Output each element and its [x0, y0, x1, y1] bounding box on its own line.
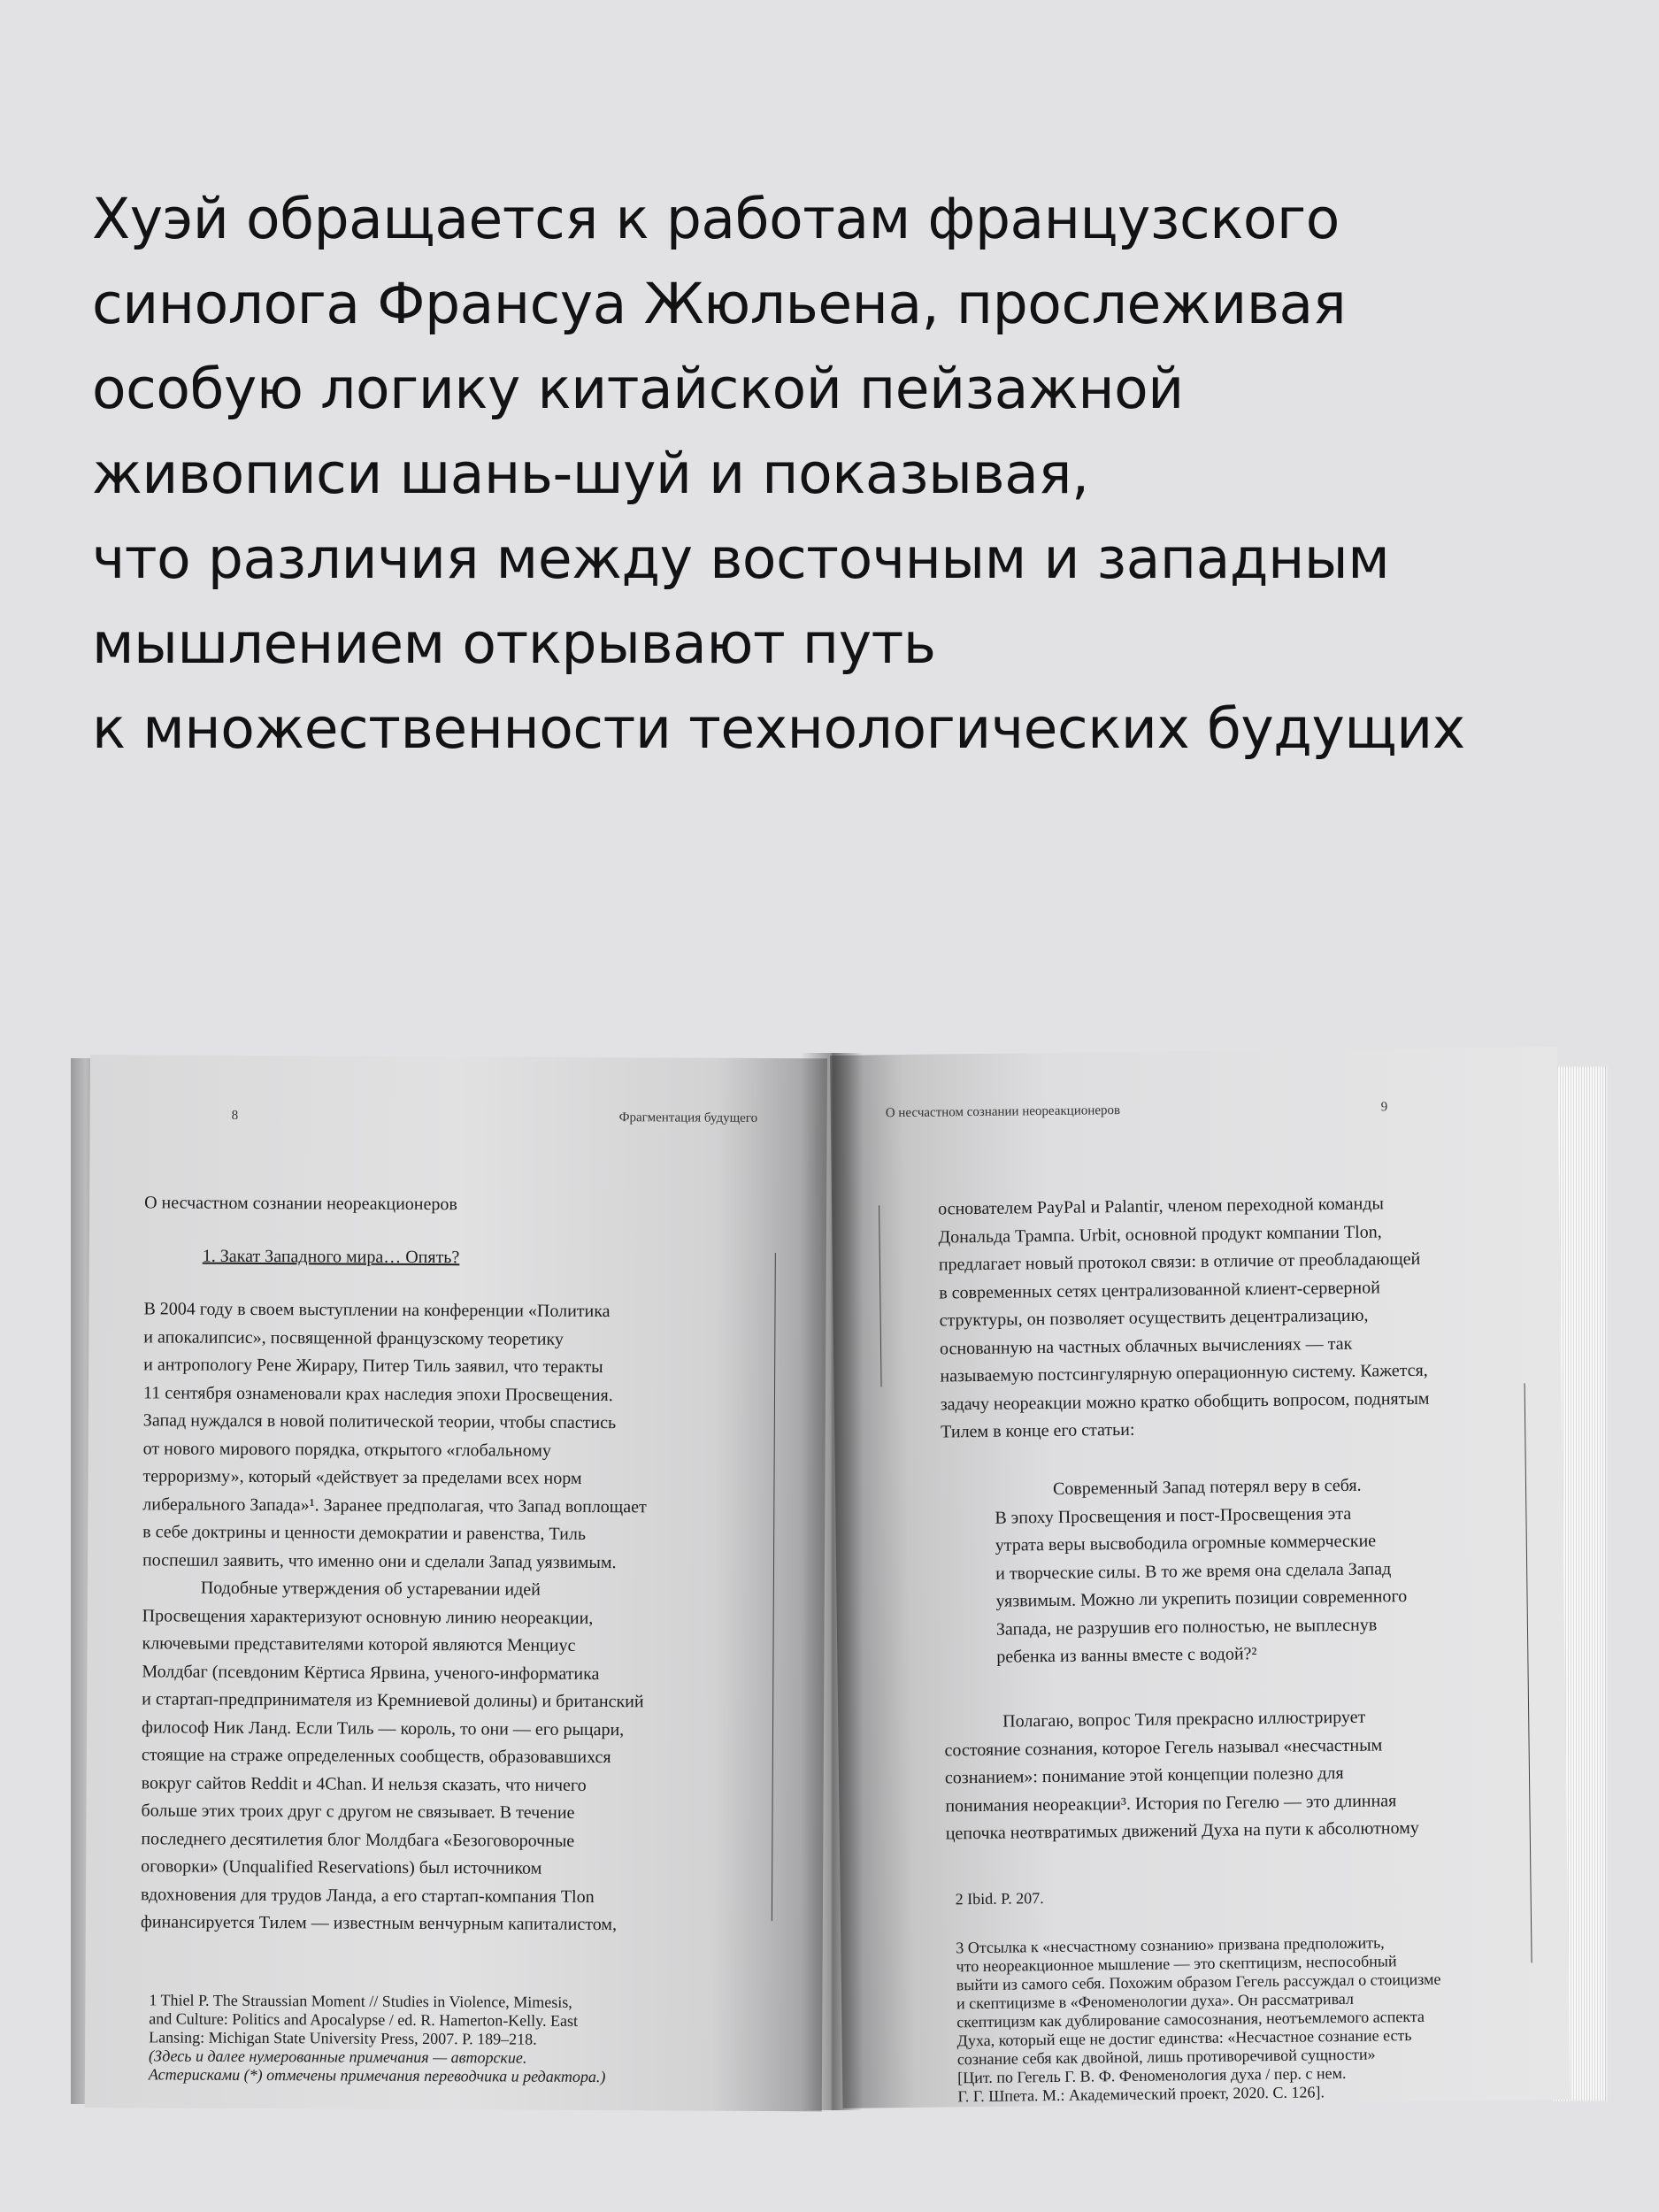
text-line: цепочка неотвратимых движений Духа на пути к абсолютному: [945, 1817, 1419, 1844]
text-line: и стартап-предпринимателя из Кремниевой долины) и британский: [142, 1689, 644, 1712]
right-page: [830, 1047, 1570, 2108]
footnote-line: выйти из самого себя. Похожим образом Гегель рассуждал о стоицизме: [956, 1970, 1441, 1994]
text-line: и апокалипсис», посвященной французскому теоретику: [143, 1326, 564, 1349]
footnote-line: и скептицизме в «Феноменологии духа». Он рассматривал: [956, 1989, 1355, 2013]
page-number: 8: [231, 1108, 239, 1123]
margin-rule: [879, 1205, 882, 1386]
footnote: [956, 1889, 1044, 1909]
footnote-line: Г. Г. Шпета. М.: Академический проект, 2020. С. 126].: [957, 2083, 1325, 2106]
headline-line: что различия между восточным и западным: [92, 526, 1390, 591]
text-line: задачу неореакции можно кратко обобщить вопросом, поднятым: [940, 1388, 1430, 1415]
text-line: называемую постсингулярную операционную систему. Кажется,: [940, 1360, 1428, 1386]
footnote-line: Lansing: Michigan State University Press, 2007. P. 189–218.: [149, 2028, 537, 2048]
headline-line: Хуэй обращается к работам французского: [92, 187, 1340, 251]
text-line: вдохновения для трудов Ланда, а его стартап-компания Tlon: [140, 1884, 595, 1907]
running-head: Фрагментация будущего: [618, 1110, 758, 1125]
quote-line: Запада, не разрушив его полностью, не выплеснув: [995, 1614, 1378, 1640]
footnote-line: что неореакционное мышление — это скептицизм, неспособный: [956, 1952, 1397, 1976]
text-line: больше этих троих друг с другом не связывает. В течение: [141, 1801, 575, 1823]
headline-line: синолога Франсуа Жюльена, прослеживая: [92, 272, 1347, 336]
margin-rule: [1525, 1383, 1532, 1962]
footnote-line: сознание себя как двойной, лишь противоречивой сущности»: [956, 2045, 1376, 2069]
section-title: 1. Закат Западного мира… Опять?: [202, 1246, 460, 1268]
text-line: состояние сознания, которое Гегель называл «несчастным: [944, 1734, 1383, 1760]
footnote-line: [Цит. по Гегель Г. В. Ф. Феноменология духа / пер. с нем.: [957, 2063, 1347, 2087]
text-line: Просвещения характеризуют основную линию неореакции,: [142, 1605, 594, 1628]
quote-line: утрата веры высвободила огромные коммерческие: [995, 1531, 1377, 1555]
text-line: в себе доктрины и ценности демократии и равенства, Тиль: [142, 1522, 587, 1544]
text-line: предлагает новый протокол связи: в отличие от преобладающей: [938, 1248, 1421, 1275]
footnote-line: Духа, который еще не достиг единства: «Несчастное сознание есть: [956, 2026, 1412, 2050]
body-text: [141, 1295, 648, 1939]
text-line: стоящие на страже определенных сообществ, образовавшихся: [141, 1745, 611, 1768]
text-line: основателем PayPal и Palantir, членом переходной команды: [937, 1194, 1385, 1219]
text-line: от нового мирового порядка, открытого «глобальному: [142, 1438, 551, 1461]
text-line: структуры, он позволяет осуществить децентрализацию,: [939, 1305, 1369, 1331]
footnote-line: 1 Thiel P. The Straussian Moment // Studies in Violence, Mimesis,: [149, 1991, 572, 2011]
text-line: Запад нуждался в новой политической теории, чтобы спастись: [142, 1410, 617, 1433]
quote-line: уязвимым. Можно ли укрепить позиции современного: [995, 1586, 1408, 1611]
quote-line: В эпоху Просвещения и пост-Просвещения эта: [995, 1503, 1352, 1528]
text-line: Подобные утверждения об устаревании идей: [200, 1578, 541, 1600]
body-text: [944, 1703, 1419, 1848]
running-head: О несчастном сознании неореакционеров: [885, 1102, 1121, 1121]
quote-line: Современный Запад потерял веру в себя.: [1052, 1475, 1362, 1499]
text-line: оговорки» (Unqualified Reservations) был источником: [141, 1856, 542, 1878]
quote-line: ребенка из ванны вместе с водой?²: [996, 1644, 1257, 1667]
footnote-line: 2 Ibid. P. 207.: [955, 1889, 1044, 1909]
footnote: [956, 1933, 1442, 2107]
footnote: [149, 1991, 606, 2086]
text-line: Дональда Трампа. Urbit, основной продукт компании Tlon,: [938, 1221, 1382, 1248]
text-line: терроризму», который «действует за пределами всех норм: [142, 1466, 582, 1488]
text-line: понимания неореакции³. История по Гегелю — это длинная: [945, 1790, 1397, 1816]
page-number: 9: [1380, 1100, 1388, 1115]
text-line: сознанием»: понимание этой концепции полезно для: [944, 1763, 1344, 1788]
chapter-title: О несчастном сознании неореакционеров: [144, 1193, 457, 1215]
footnote-line: and Culture: Politics and Apocalypse / ed. R. Hamerton-Kelly. East: [149, 2009, 579, 2030]
block-quote: [995, 1471, 1408, 1671]
footnote-line: 3 Отсылка к «несчастному сознанию» призвана предположить,: [956, 1933, 1385, 1957]
headline-line: мышлением открывают путь: [92, 611, 936, 676]
text-line: Молдбаг (псевдоним Кёртиса Ярвина, ученого-информатика: [142, 1661, 600, 1684]
footnote-line: скептицизм как дублирование самосознания, неотъемлемого аспекта: [956, 2007, 1425, 2032]
text-line: философ Ник Ланд. Если Тиль — король, то они — его рыцари,: [141, 1717, 625, 1740]
footnote-line: Астерисками (*) отмечены примечания переводчика и редактора.): [148, 2065, 606, 2086]
text-line: 11 сентября ознаменовали крах наследия эпохи Просвещения.: [142, 1382, 613, 1405]
headline-line: живописи шань-шуй и показывая,: [92, 442, 1089, 506]
headline-line: к множественности технологических будущих: [92, 696, 1465, 761]
text-line: последнего десятилетия блог Молдбага «Безоговорочные: [141, 1828, 575, 1851]
book-gutter: [801, 1053, 863, 2110]
headline-line: особую логику китайской пейзажной: [92, 357, 1184, 421]
text-line: вокруг сайтов Reddit и 4Chan. И нельзя сказать, что ничего: [141, 1772, 587, 1795]
text-line: В 2004 году в своем выступлении на конференции «Политика: [143, 1299, 611, 1322]
text-line: в современных сетях централизованной клиент-серверной: [939, 1277, 1381, 1303]
text-line: основанную на частных облачных вычислениях — так: [939, 1333, 1353, 1359]
text-line: финансируется Тилем — известным венчурным капиталистом,: [140, 1912, 618, 1935]
body-text: [938, 1190, 1430, 1447]
text-line: либерального Запада»¹. Заранее предполагая, что Запад воплощает: [142, 1494, 647, 1517]
text-line: Тилем в конце его статьи:: [941, 1419, 1135, 1442]
footnote-line: (Здесь и далее нумерованные примечания — авторские.: [149, 2047, 527, 2067]
quote-line: и творческие силы. В то же время она сделала Запад: [995, 1558, 1392, 1584]
margin-rule: [772, 1253, 776, 1921]
text-line: ключевыми представителями которой являются Менциус: [142, 1633, 576, 1655]
text-line: Полагаю, вопрос Тиля прекрасно иллюстрирует: [1002, 1707, 1366, 1732]
left-page: [85, 1055, 827, 2111]
text-line: и антропологу Рене Жирару, Питер Тиль заявил, что теракты: [143, 1355, 603, 1378]
text-line: поспешил заявить, что именно они и сделали Запад уязвимым.: [142, 1549, 617, 1572]
